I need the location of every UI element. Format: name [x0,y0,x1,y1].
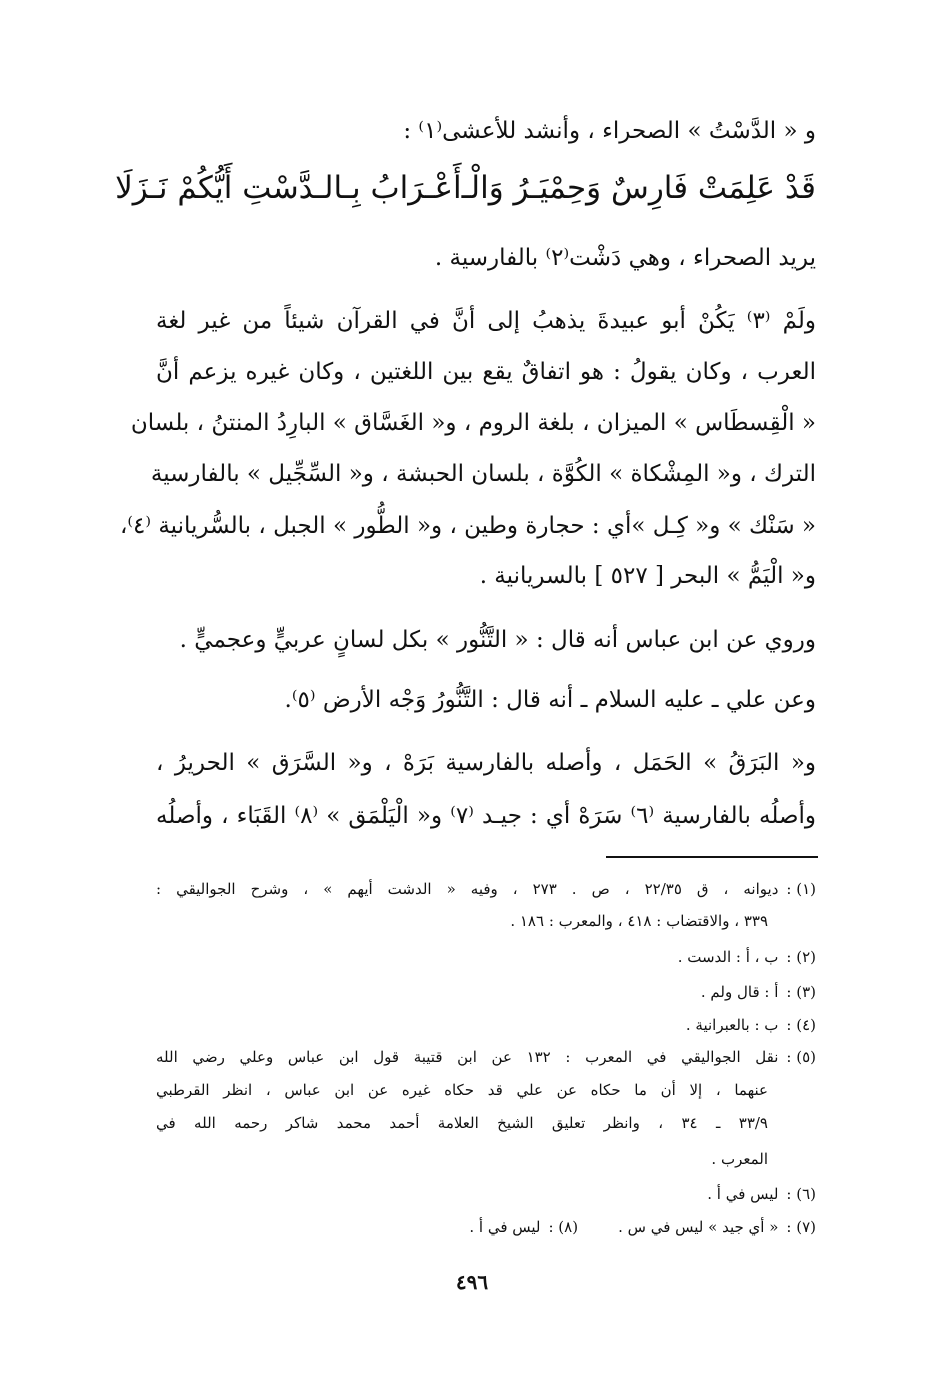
footnote-text: أ : قال ولم . [700,983,779,1001]
verse-second-hemistich: أَعْـرَابُ بِـالـدَّسْتِ أَيُّكُمْ نَـزَلَا [115,170,462,206]
footnote-number: (٦) : [786,1185,816,1203]
footnote-5-continued: المعرب . [711,1150,768,1168]
footnote-1 [156,876,816,904]
page-number: ٤٩٦ [455,1270,489,1294]
footnote-6 [156,1181,816,1209]
footnote-7-text: « أي جيد » ليس في س . [618,1218,779,1236]
footnote-number: (٣) : [786,983,816,1001]
footnote-text: ديوانه ، ق ٢٢/٣٥ ، ص . ٢٧٣ ، وفيه « الدشت أيهم » ، وشرح الجواليقي : [156,880,779,898]
text-line: العرب ، وكان يقولُ : هو اتفاقٌ يقع بين اللغتين ، وكان غيره يزعم أنَّ [156,359,816,385]
text-line: « سَنْك » و« كِـل »أي : حجارة وطين ، و« الطُّور » الجبل ، بالسُّريانية ⁽٤⁾، [119,513,816,539]
text-line: يريد الصحراء ، وهي دَشْت⁽٢⁾ بالفارسية . [434,245,816,271]
text-line: وعن علي ـ عليه السلام ـ أنه قال : التَّنُّورُ وَجْه الأرض ⁽٥⁾. [284,687,816,713]
footnote-number: (٢) : [786,948,816,966]
poetry-verse [115,166,816,216]
footnote-number: (٥) : [786,1048,816,1066]
footnote-text: ليس في أ . [707,1185,779,1203]
footnote-8-text: ليس في أ . [469,1218,541,1236]
footnote-number: (١) : [786,880,816,898]
footnote-5-continued: ٣٣/٩ ـ ٣٤ ، وانظر تعليق الشيخ العلامة أحمد محمد شاكر رحمه الله في [156,1114,768,1132]
footnote-text: ب ، أ : الدست . [677,948,779,966]
text-line: وروي عن ابن عباس أنه قال : « التَّنُّور » بكل لسانٍ عربيٍّ وعجميٍّ . [179,627,816,653]
footnote-text: ب : بالعبرانية . [685,1016,779,1034]
footnote-2 [156,944,816,972]
footnote-1-continued: ٣٣٩ ، والاقتضاب : ٤١٨ ، والمعرب : ١٨٦ . [510,912,768,930]
text-line: ولَمْ ⁽٣⁾ يَكُنْ أبو عبيدةَ يذهبُ إلى أنَّ في القرآن شيئاً من غير لغة [156,308,816,334]
verse-first-hemistich: قَدْ عَلِمَتْ فَارِسٌ وَحِمْيَـرُ وَالْـ [461,170,816,206]
footnote-separator [606,856,818,858]
text-line: و« الْيَمُّ » البحر [ ٥٢٧ ] بالسريانية . [479,563,816,589]
footnote-number: (٧) : [786,1218,816,1236]
footnote-3 [156,979,816,1007]
footnote-5-continued: عنهما ، إلا أن ما حكاه عن علي قد حكاه غيره عن ابن عباس ، انظر القرطبي [156,1081,768,1099]
text-line: الترك ، و« المِشْكاة » الكُوَّة ، بلسان الحبشة ، و« السِّجِّيل » بالفارسية [150,461,816,487]
footnotes-7-8 [156,1214,816,1242]
text-line: وأصلُه بالفارسية ⁽٦⁾ سَرَهْ أي : جيـد ⁽٧⁾ و« الْيَلْمَق » ⁽٨⁾ القَبَاء ، وأصلُه [156,803,816,829]
footnote-number: (٤) : [786,1016,816,1034]
text-line: و « الدَّسْتُ » الصحراء ، وأنشد للأعشى⁽١⁾ : [403,118,816,144]
footnote-text: نقل الجواليقي في المعرب : ١٣٢ عن ابن قتيبة قول ابن عباس وعلي رضي الله [156,1048,779,1066]
text-line: و« البَرَقُ » الحَمَل ، وأصله بالفارسية بَرَهْ ، و« السَّرَق » الحريرُ ، [156,750,816,776]
footnote-4 [156,1012,816,1040]
text-line: « الْقِسطَاس » الميزان ، بلغة الروم ، و« الغَسَّاق » البارِدُ المنتنُ ، بلسان [130,410,816,436]
footnote-5 [156,1044,816,1072]
footnote-number: (٨) : [548,1218,579,1236]
